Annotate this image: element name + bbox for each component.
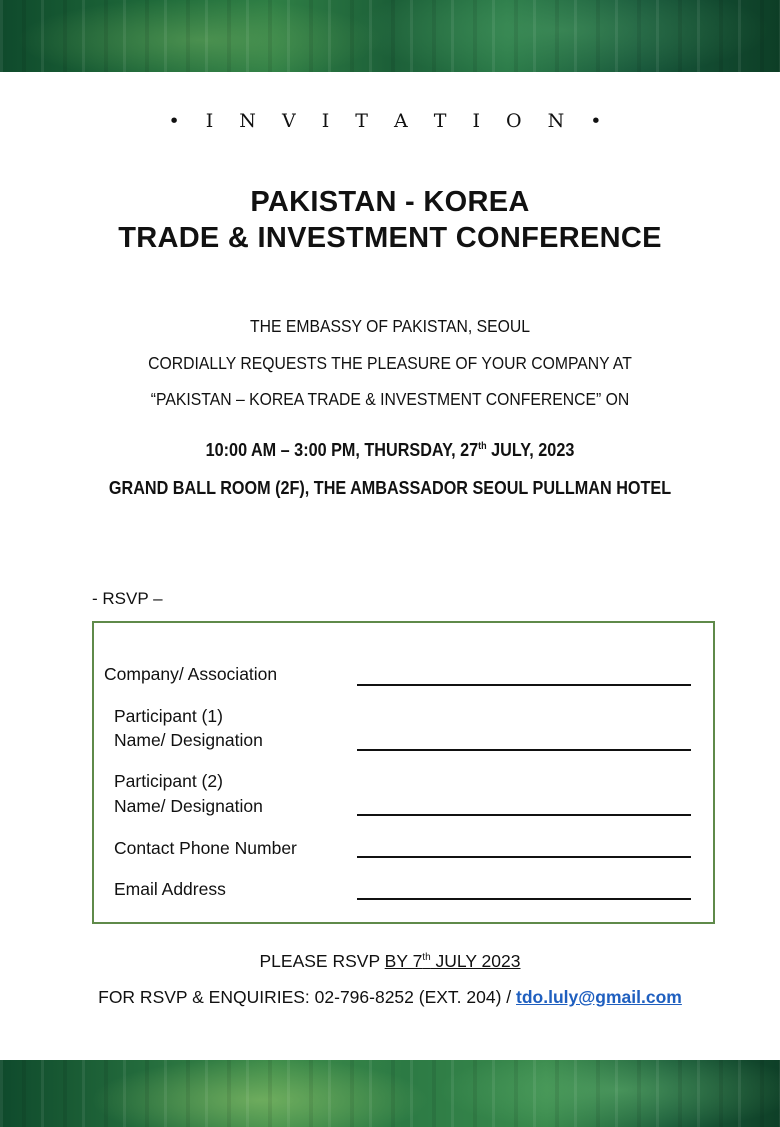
email-label: Email Address xyxy=(114,879,226,899)
event-name-line: “PAKISTAN – KOREA TRADE & INVESTMENT CONFERENCE” ON xyxy=(150,389,630,409)
invitation-label: • I N V I T A T I O N • xyxy=(168,110,612,132)
rsvp-form-box xyxy=(92,621,715,924)
event-datetime: 10:00 AM – 3:00 PM, THURSDAY, 27th JULY, 2023 xyxy=(205,440,575,460)
participant2-label-line2: Name/ Designation xyxy=(114,796,263,816)
host-line: THE EMBASSY OF PAKISTAN, SEOUL xyxy=(249,316,531,336)
event-venue: GRAND BALL ROOM (2F), THE AMBASSADOR SEOUL PULLMAN HOTEL xyxy=(108,478,672,498)
conference-title-line1: PAKISTAN - KOREA xyxy=(250,186,530,218)
email-link[interactable]: tdo.luly@gmail.com xyxy=(516,987,682,1007)
phone-field[interactable] xyxy=(357,856,691,858)
participant1-label-line2: Name/ Designation xyxy=(114,730,263,750)
phone-label: Contact Phone Number xyxy=(114,838,297,858)
email-field[interactable] xyxy=(357,898,691,900)
participant1-label-line1: Participant (1) xyxy=(114,706,223,726)
participant1-field[interactable] xyxy=(357,749,691,751)
top-decorative-banner xyxy=(0,0,780,72)
conference-title-line2: TRADE & INVESTMENT CONFERENCE xyxy=(118,222,662,254)
request-line: CORDIALLY REQUESTS THE PLEASURE OF YOUR COMPANY AT xyxy=(148,353,632,373)
company-field[interactable] xyxy=(357,684,691,686)
participant2-field[interactable] xyxy=(357,814,691,816)
rsvp-deadline: PLEASE RSVP BY 7th JULY 2023 xyxy=(259,951,521,971)
enquiries-line: FOR RSVP & ENQUIRIES: 02-796-8252 (EXT. 204) / tdo.luly@gmail.com xyxy=(98,987,682,1007)
company-label: Company/ Association xyxy=(104,664,278,684)
rsvp-heading: - RSVP – xyxy=(92,589,163,608)
participant2-label-line1: Participant (2) xyxy=(114,771,223,791)
bottom-decorative-banner xyxy=(0,1060,780,1127)
